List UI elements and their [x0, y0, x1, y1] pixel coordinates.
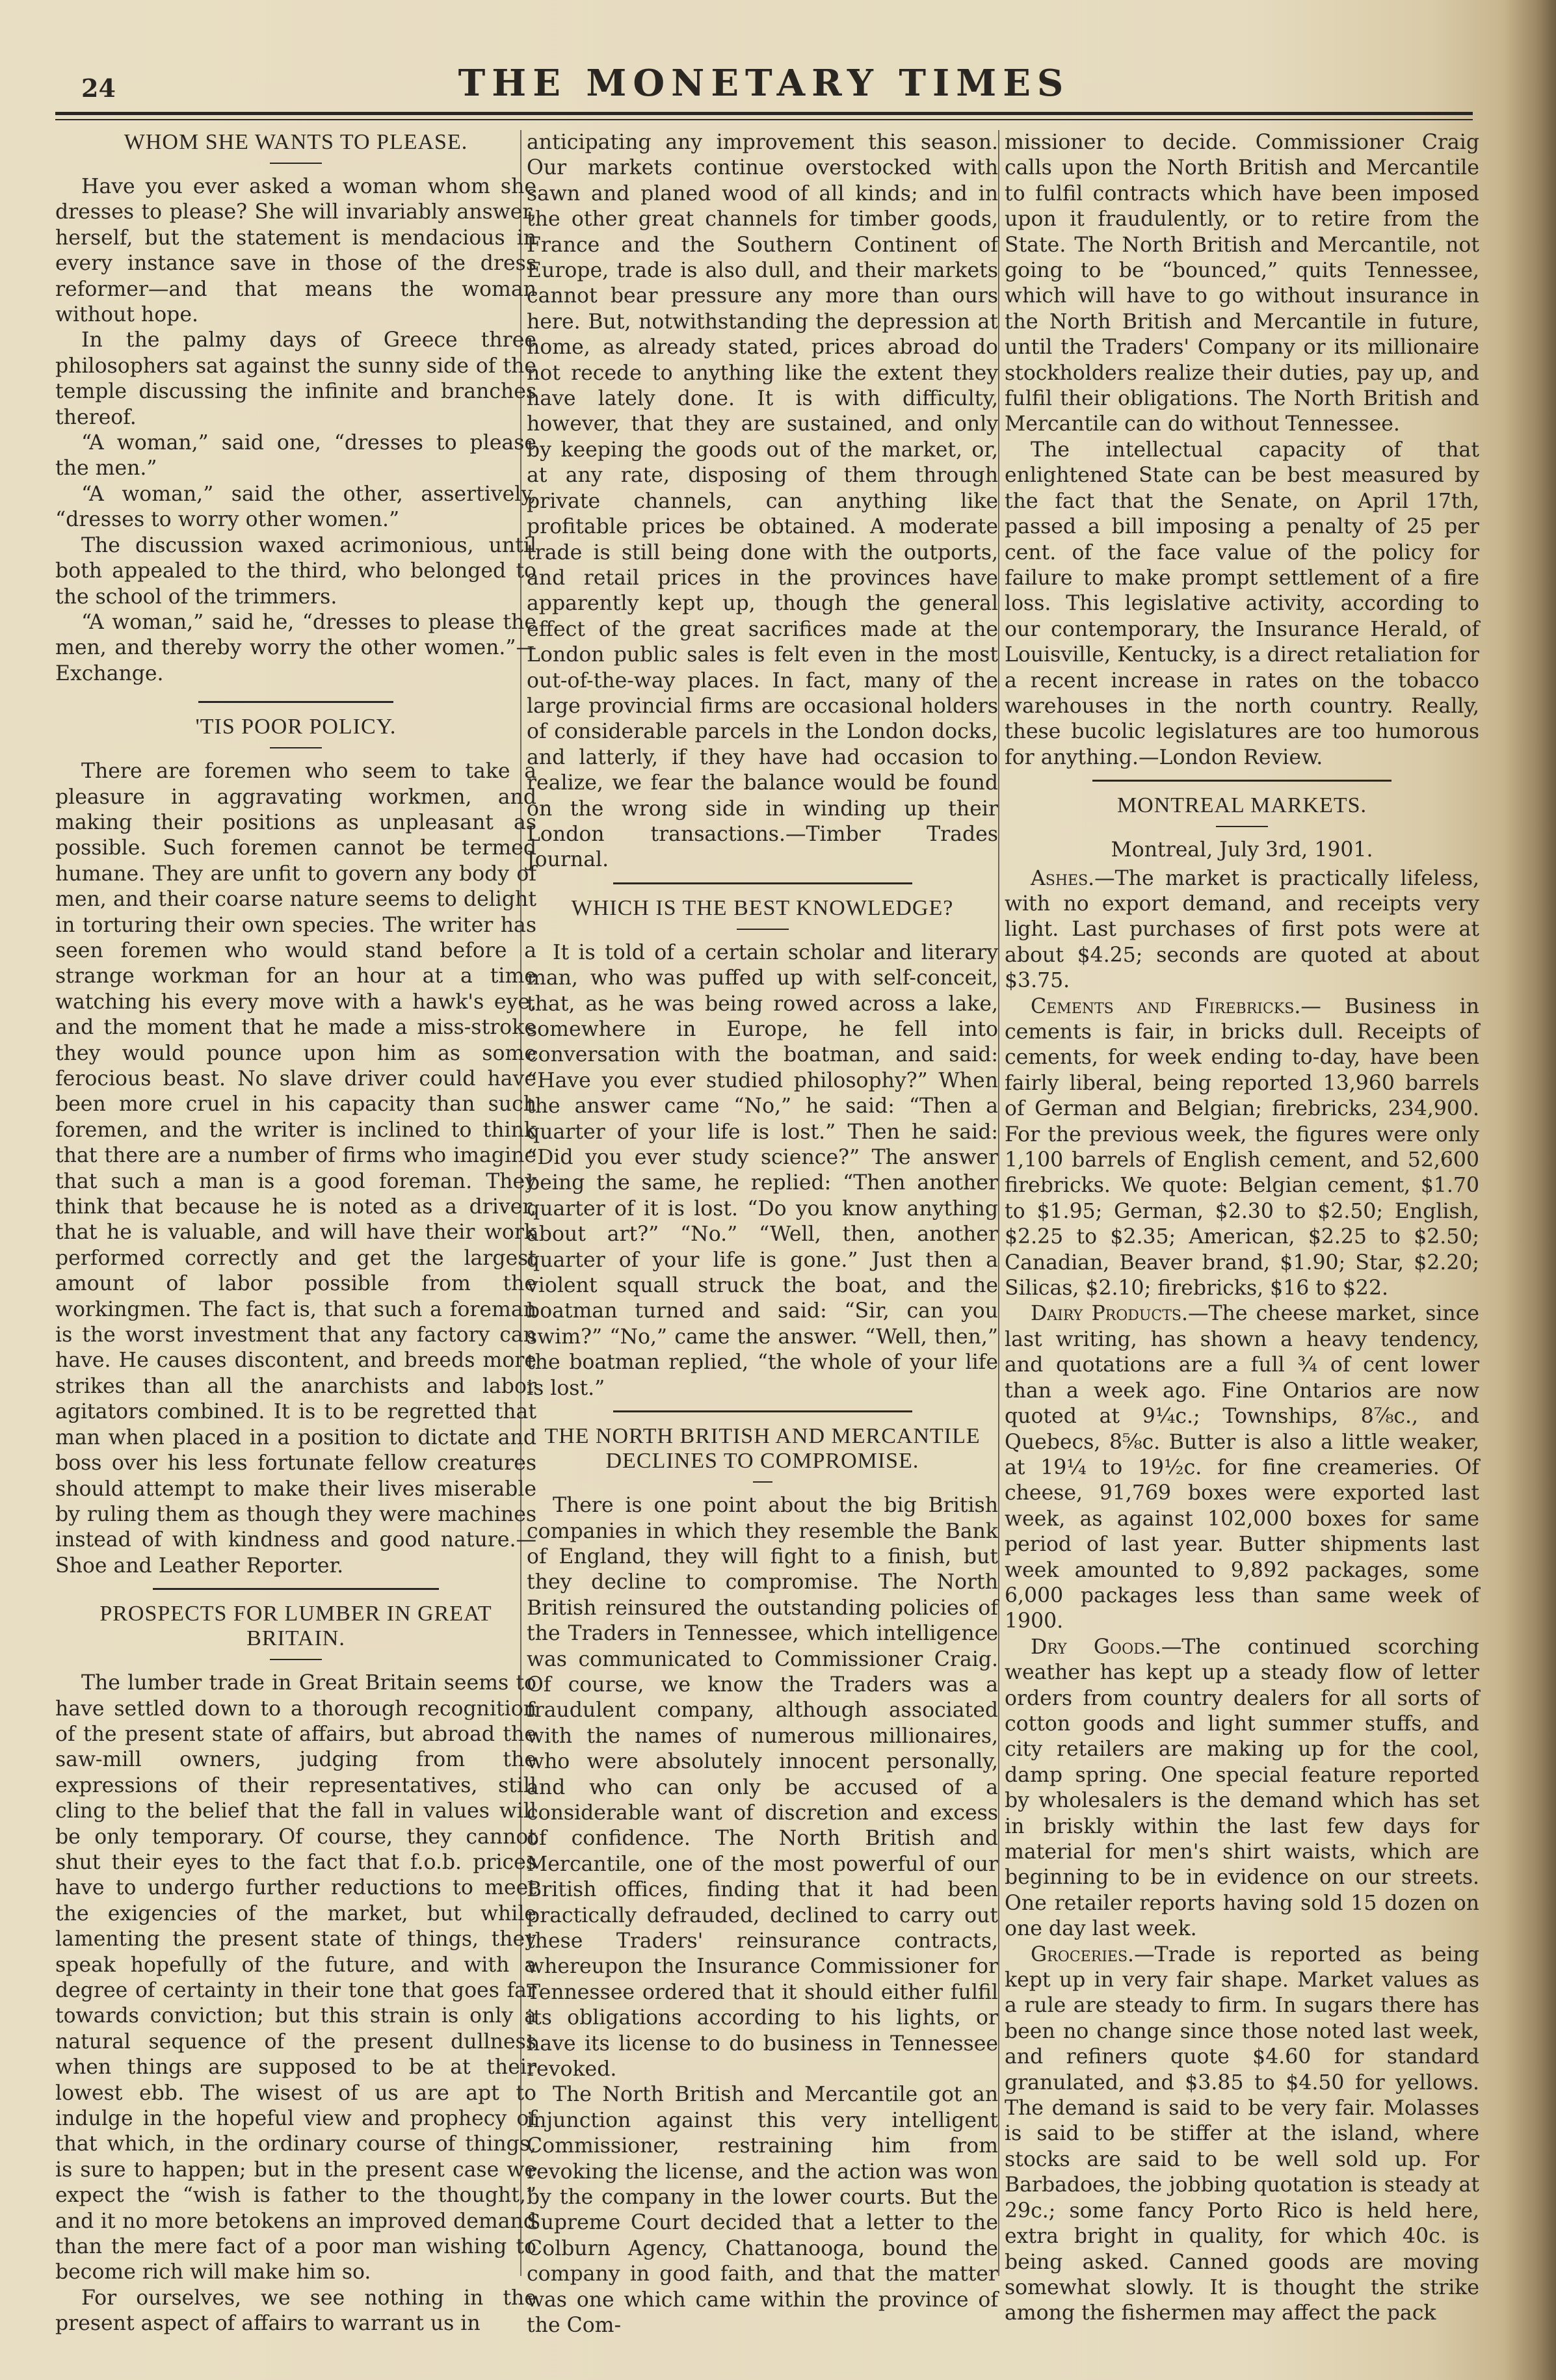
market-section-head: Cements and Firebricks.: [1031, 994, 1301, 1018]
article-title: THE NORTH BRITISH AND MERCANTILE DECLINES TO COMPROMISE.: [544, 1424, 981, 1474]
title-rule: [1216, 826, 1268, 827]
section-rule: [198, 701, 393, 703]
market-section: [1005, 1301, 1479, 1634]
paragraph: “A woman,” said the other, assertively, “dresses to worry other women.”: [55, 482, 536, 532]
column-1: [55, 130, 536, 2337]
column-2: [527, 130, 998, 2339]
paragraph: The North British and Mercantile got an injunction against this very intelligent Commissioner, restraining him from revoking the license, and the action was won by the company in the lower courts. But the Supreme Court decided that a letter to the Colburn Agency, Chattanooga, bound the company in good faith, and that the matter was one which came within the province of the Com-: [527, 2083, 998, 2338]
title-rule: [737, 929, 789, 930]
market-section: [1005, 1635, 1479, 1942]
page-spine-shadow: [1504, 0, 1556, 2380]
title-rule: [270, 1659, 322, 1660]
market-section-text: —The market is practically lifeless, with no export demand, and receipts very light. Last purchases of first pots were at about $4.25; seconds are quoted at about $3.75.: [1005, 866, 1479, 993]
market-section: [1005, 866, 1479, 994]
article-title: WHICH IS THE BEST KNOWLEDGE?: [571, 895, 954, 920]
paragraph: “A woman,” said he, “dresses to please the men, and thereby worry the other women.”—Exchange.: [55, 610, 536, 685]
market-section-text: —The continued scorching weather has kept up a steady flow of letter orders from country dealers for all sorts of cotton goods and light summer stuffs, and city retailers are making up for the cool, damp spring. One special feature reported by wholesalers is the demand which has set in briskly within the last few days for material for men's shirt waists, which are beginning to be in evidence on our streets. One retailer reports having sold 15 dozen on one day last week.: [1005, 1635, 1479, 1941]
paragraph: For ourselves, we see nothing in the present aspect of affairs to warrant us in: [55, 2286, 536, 2336]
market-section-text: —The cheese market, since last writing, has shown a heavy tendency, and quotations are a full ¾ of cent lower than a week ago. Fine Ontarios are now quoted at 9¼c.; Townships, 8⅞c., and Quebecs, 8⅝c. Butter is also a little weaker, at 19¼ to 19½c. for fine creameries. Of cheese, 91,769 boxes were exported last week, as against 102,000 boxes for same period of last year. Butter shipments last week amounted to 9,892 packages, some 6,000 packages less than same week of 1900.: [1005, 1302, 1479, 1633]
dateline: Montreal, July 3rd, 1901.: [1111, 838, 1373, 862]
title-rule: [270, 747, 322, 748]
market-section-text: —Trade is reported as being kept up in very fair shape. Market values as a rule are steady to firm. In sugars there has been no change since those noted last week, and refiners quote $4.60 for standard granulated, and $3.85 to $4.50 for yellows. The demand is said to be very fair. Molasses is said to be stiffer at the island, where stocks are said to be well sold up. For Barbadoes, the jobbing quotation is steady at 29c.; some fancy Porto Rico is held here, extra bright in quality, for which 40c. is being asked. Canned goods are moving somewhat slowly. It is thought the strike among the fishermen may affect the pack: [1005, 1942, 1479, 2325]
title-rule: [270, 163, 322, 164]
section-rule: [153, 1588, 439, 1590]
page-number: 24: [81, 73, 116, 103]
paragraph: The discussion waxed acrimonious, until both appealed to the third, who belonged to the school of the trimmers.: [55, 533, 536, 609]
title-rule: [753, 1481, 772, 1483]
market-section: [1005, 994, 1479, 1302]
header-rule-thick: [55, 112, 1473, 115]
article-title: 'TIS POOR POLICY.: [195, 715, 397, 739]
market-section-head: Dry Goods.: [1031, 1635, 1161, 1659]
market-section-head: Dairy Products.: [1031, 1302, 1189, 1326]
header-rule-thin: [55, 119, 1473, 120]
page-header: [55, 62, 1473, 114]
market-section: [1005, 1942, 1479, 2327]
market-section-text: — Business in cements is fair, in bricks dull. Receipts of cements, for week ending to-day, have been fairly liberal, being reported 13,960 barrels of German and Belgian; firebricks, 234,900. For the previous week, the figures were only 1,100 barrels of English cement, and 52,600 firebricks. We quote: Belgian cement, $1.70 to $1.95; German, $2.30 to $2.50; English, $2.25 to $2.35; American, $2.25 to $2.50; Canadian, Beaver brand, $1.90; Star, $2.20; Silicas, $2.10; firebricks, $16 to $22.: [1005, 994, 1479, 1301]
paragraph: The lumber trade in Great Britain seems to have settled down to a thorough recognition of the present state of affairs, but abroad the saw-mill owners, judging from the expressions of their representatives, still cling to the belief that the fall in values will be only temporary. Of course, they cannot shut their eyes to the fact that f.o.b. prices have to undergo further reductions to meet the exigencies of the market, but while lamenting the present state of things, they speak hopefully of the future, and with a degree of certainty in their tone that goes far towards conviction; but this strain is only a natural sequence of the present dullness when things are supposed to be at their lowest ebb. The wisest of us are apt to indulge in the hopeful view and prophecy of that which, in the ordinary course of things, is sure to happen; but in the present case we expect the “wish is father to the thought,” and it no more betokens an improved demand than the mere fact of a poor man wishing to become rich will make him so.: [55, 1671, 536, 2284]
paragraph: Have you ever asked a woman whom she dresses to please? She will invariably answer, herself, but the statement is mendacious in every instance save in those of the dress reformer—and that means the woman without hope.: [55, 175, 536, 327]
section-rule: [613, 1410, 912, 1412]
paragraph: It is told of a certain scholar and literary man, who was puffed up with self-conceit, that, as he was being rowed across a lake, somewhere in Europe, he fell into conversation with the boatman, and said: “Have you ever studied philosophy?” When the answer came “No,” he said: “Then a quarter of your life is lost.” Then he said: “Did you ever study science?” The answer being the same, he replied: “Then another quarter of it is lost. “Do you know anything about art?” “No.” “Well, then, another quarter of your life is gone.” Just then a violent squall struck the boat, and the boatman turned and said: “Sir, can you swim?” “No,” came the answer. “Well, then,” the boatman replied, “the whole of your life is lost.”: [527, 940, 998, 1400]
article-title: PROSPECTS FOR LUMBER IN GREAT BRITAIN.: [99, 1602, 492, 1651]
section-rule: [1092, 780, 1391, 782]
paragraph: In the palmy days of Greece three philosophers sat against the sunny side of the temple discussing the infinite and branches thereof.: [55, 328, 536, 429]
market-section-head: Ashes.: [1031, 866, 1095, 890]
paragraph: “A woman,” said one, “dresses to please the men.”: [55, 431, 536, 481]
article-title: WHOM SHE WANTS TO PLEASE.: [124, 130, 468, 154]
paragraph: There are foremen who seem to take a pleasure in aggravating workmen, and making their positions as unpleasant as possible. Such foremen cannot be termed humane. They are unfit to govern any body of men, and their coarse nature seems to delight in torturing their own species. The writer has seen foremen who would stand before a strange workman for an hour at a time watching his every move with a hawk's eye, and the moment that he made a miss-stroke they would pounce upon him as some ferocious beast. No slave driver could have been more cruel in his capacity than such foremen, and the writer is inclined to think that there are a number of firms who imagine that such a man is a good foreman. They think that because he is noted as a driver, that he is valuable, and will have their work performed correctly and get the largest amount of labor possible from the workingmen. The fact is, that such a foreman is the worst investment that any factory can have. He causes discontent, and breeds more strikes than all the anarchists and labor agitators combined. It is to be regretted that man when placed in a position to dictate and boss over his less fortunate fellow creatures should attempt to make their lives miserable by ruling them as though they were machines instead of with kindness and good nature.—Shoe and Leather Reporter.: [55, 760, 536, 1578]
paragraph: anticipating any improvement this season. Our markets continue overstocked with sawn and planed wood of all kinds; and in the other great channels for timber goods, France and the Southern Continent of Europe, trade is also dull, and their markets cannot bear pressure any more than ours here. But, notwithstanding the depression at home, as already stated, prices abroad do not recede to anything like the extent they have lately done. It is with difficulty, however, that they are sustained, and only by keeping the goods out of the market, or, at any rate, disposing of them through private channels, can anything like profitable prices be obtained. A moderate trade is still being done with the outports, and retail prices in the provinces have apparently kept up, though the general effect of the great sacrifices made at the London public sales is felt even in the most out-of-the-way places. In fact, many of the large provincial firms are occasional holders of considerable parcels in the London docks, and latterly, if they have had occasion to realize, we fear the balance would be found on the wrong side in winding up their London transactions.—Timber Trades Journal.: [527, 131, 998, 872]
section-rule: [613, 882, 912, 884]
article-title: MONTREAL MARKETS.: [1116, 793, 1367, 818]
paragraph: missioner to decide. Commissioner Craig calls upon the North British and Mercantile to fulfil contracts which have been imposed upon it fraudulently, or to retire from the State. The North British and Mercantile, not going to be “bounced,” quits Tennessee, which will have to go without insurance in the North British and Mercantile in future, until the Traders' Company or its millionaire stockholders realize their duties, pay up, and fulfil their obligations. The North British and Mercantile can do without Tennessee.: [1005, 131, 1479, 436]
paragraph: The intellectual capacity of that enlightened State can be best measured by the fact that the Senate, on April 17th, passed a bill imposing a penalty of 25 per cent. of the face value of the policy for failure to make prompt settlement of a fire loss. This legislative activity, according to our contemporary, the Insurance Herald, of Louisville, Kentucky, is a direct retaliation for a recent increase in rates on the tobacco warehouses in the north country. Really, these bucolic legislatures are too humorous for anything.—London Review.: [1005, 438, 1479, 769]
column-divider: [998, 130, 999, 2276]
masthead-title: THE MONETARY TIMES: [458, 62, 1070, 105]
paragraph: There is one point about the big British companies in which they resemble the Bank of England, they will fight to a finish, but they decline to compromise. The North British reinsured the outstanding policies of the Traders in Tennessee, which intelligence was communicated to Commissioner Craig. Of course, we know the Traders was a fraudulent company, although associated with the names of numerous millionaires, who were absolutely innocent personally, and who can only be accused of a considerable want of discretion and excess of confidence. The North British and Mercantile, one of the most powerful of our British offices, finding that it had been practically defrauded, declined to carry out these Traders' reinsurance contracts, whereupon the Insurance Commissioner for Tennessee ordered that it should either fulfil its obligations according to his lights, or have its license to do business in Tennessee revoked.: [527, 1494, 998, 2082]
market-section-head: Groceries.: [1031, 1942, 1135, 1966]
column-3: [1005, 130, 1479, 2327]
